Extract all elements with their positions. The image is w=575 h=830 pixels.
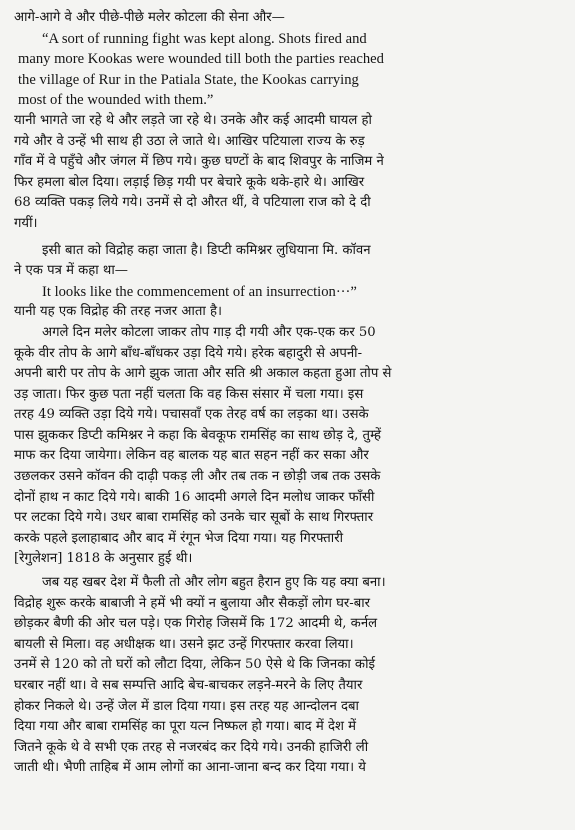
text-line: फिर हमला बोल दिया। लड़ाई छिड़ गयी पर बेचारे कूके थके-हारे थे। आखिर: [14, 174, 365, 190]
text-line: माफ कर दिया जायेगा। लेकिन वह बालक यह बात सहन नहीं कर सका और: [14, 448, 369, 464]
text-line: आगे-आगे वे और पीछे-पीछे मलेर कोटला की सेना और—: [14, 10, 285, 25]
text-line: अपनी बारी पर तोप के आगे झुक जाता और सति श्री अकाल कहता हुआ तोप से: [14, 366, 392, 382]
text-line: तरह 49 व्यक्ति उड़ा दिये गये। पचासवाँ एक तेरह वर्ष का लड़का था। उसके: [14, 407, 369, 423]
quotation-line: “A sort of running fight was kept along. Shots fired and: [42, 30, 367, 47]
text-line: यानी यह एक विद्रोह की तरह नजर आता है।: [14, 304, 222, 320]
text-line: [रेगुलेशन] 1818 के अनुसार हुई थी।: [14, 551, 193, 567]
text-line: घरबार नहीं था। वे सब सम्पत्ति आदि बेच-बाचकर लड़ने-मरने के लिए तैयार: [14, 678, 363, 693]
text-line: इसी बात को विद्रोह कहा जाता है। डिप्टी कमिश्नर लुधियाना मि. कॉवन: [42, 242, 371, 258]
text-line: उड़ जाता। फिर कुछ पता नहीं चलता कि वह किस संसार में चला गया। इस: [14, 386, 364, 402]
text-line: करके पहले इलाहाबाद और बाद में रंगून भेज दिया गया। यह गिरफ्तारी: [14, 530, 344, 546]
text-line: कूके वीर तोप के आगे बाँध-बाँधकर उड़ा दिये गये। हरेक बहादुरी से अपनी-: [14, 345, 363, 361]
text-line: होकर निकले थे। उन्हें जेल में डाल दिया गया। इस तरह यह आन्दोलन दबा: [14, 698, 359, 714]
text-line: गये और वे उन्हें भी साथ ही उठा ले जाते थे। आखिर पटियाला राज्य के रुड़: [14, 133, 365, 149]
text-line: पर लटका दिये गये। उधर बाबा रामसिंह को उनके चार सूबों के साथ गिरफ्तार: [14, 510, 374, 526]
text-line: विद्रोह शुरू करके बाबाजी ने हमें भी क्यों न बुलाया और सैकड़ों लोग घर-बार: [14, 595, 371, 611]
text-line: बायली से मिला। वह अधीक्षक था। उसने झट उन्हें गिरफ्तार करवा लिया।: [14, 636, 354, 652]
text-line: 68 व्यक्ति पकड़ लिये गये। उनमें से दो औरत थीं, वे पटियाला राज को दे दी: [14, 195, 371, 211]
text-line: जाती थी। भैणी ताहिब में आम लोगों का आना-जाना बन्द कर दिया गया। ये: [14, 760, 366, 776]
text-line: पास झुककर डिप्टी कमिश्नर ने कहा कि बेवकूफ रामसिंह का साथ छोड़ दे, तुम्हें: [14, 427, 382, 443]
text-line: दोनों हाथ न काट दिये गये। बाकी 16 आदमी अगले दिन मलोध जाकर फाँसी: [14, 489, 375, 505]
text-line: छोड़कर बैणी की ओर चल पड़े। एक गिरोह जिसमें कि 172 आदमी थे, कर्नल: [14, 616, 378, 632]
text-line: गाँव में वे पहुँचे और जंगल में छिप गये। कुछ घण्टों के बाद शिवपुर के नाजिम ने: [14, 154, 384, 170]
text-line: उछलकर उसने कॉवन की दाढ़ी पकड़ ली और तब तक न छोड़ी जब तक उसके: [14, 469, 381, 485]
document-body: [14, 8, 561, 779]
text-line: ने एक पत्र में कहा था—: [14, 263, 128, 279]
quotation-line: It looks like the commencement of an insurrection···”: [42, 283, 357, 300]
quotation-line: most of the wounded with them.”: [18, 92, 214, 109]
text-line: जितने कूके थे वे सभी एक तरह से नजरबंद कर दिये गये। उनकी हाजिरी ली: [14, 739, 369, 755]
text-line: दिया गया और बाबा रामसिंह का पूरा यत्न निष्फल हो गया। बाद में देश में: [14, 719, 357, 735]
text-line: उनमें से 120 को तो घरों को लौटा दिया, लेकिन 50 ऐसे थे कि जिनका कोई: [14, 657, 375, 673]
text-line: अगले दिन मलेर कोटला जाकर तोप गाड़ दी गयी और एक-एक कर 50: [42, 324, 376, 340]
text-line: जब यह खबर देश में फैली तो और लोग बहुत हैरान हुए कि यह क्या बना।: [42, 575, 386, 591]
quotation-line: the village of Rur in the Patiala State, the Kookas carrying: [18, 71, 359, 88]
quotation-line: many more Kookas were wounded till both the parties reached: [18, 51, 384, 68]
text-line: गयीं।: [14, 215, 38, 231]
text-line: यानी भागते जा रहे थे और लड़ते जा रहे थे। उनके और कई आदमी घायल हो: [14, 112, 372, 128]
